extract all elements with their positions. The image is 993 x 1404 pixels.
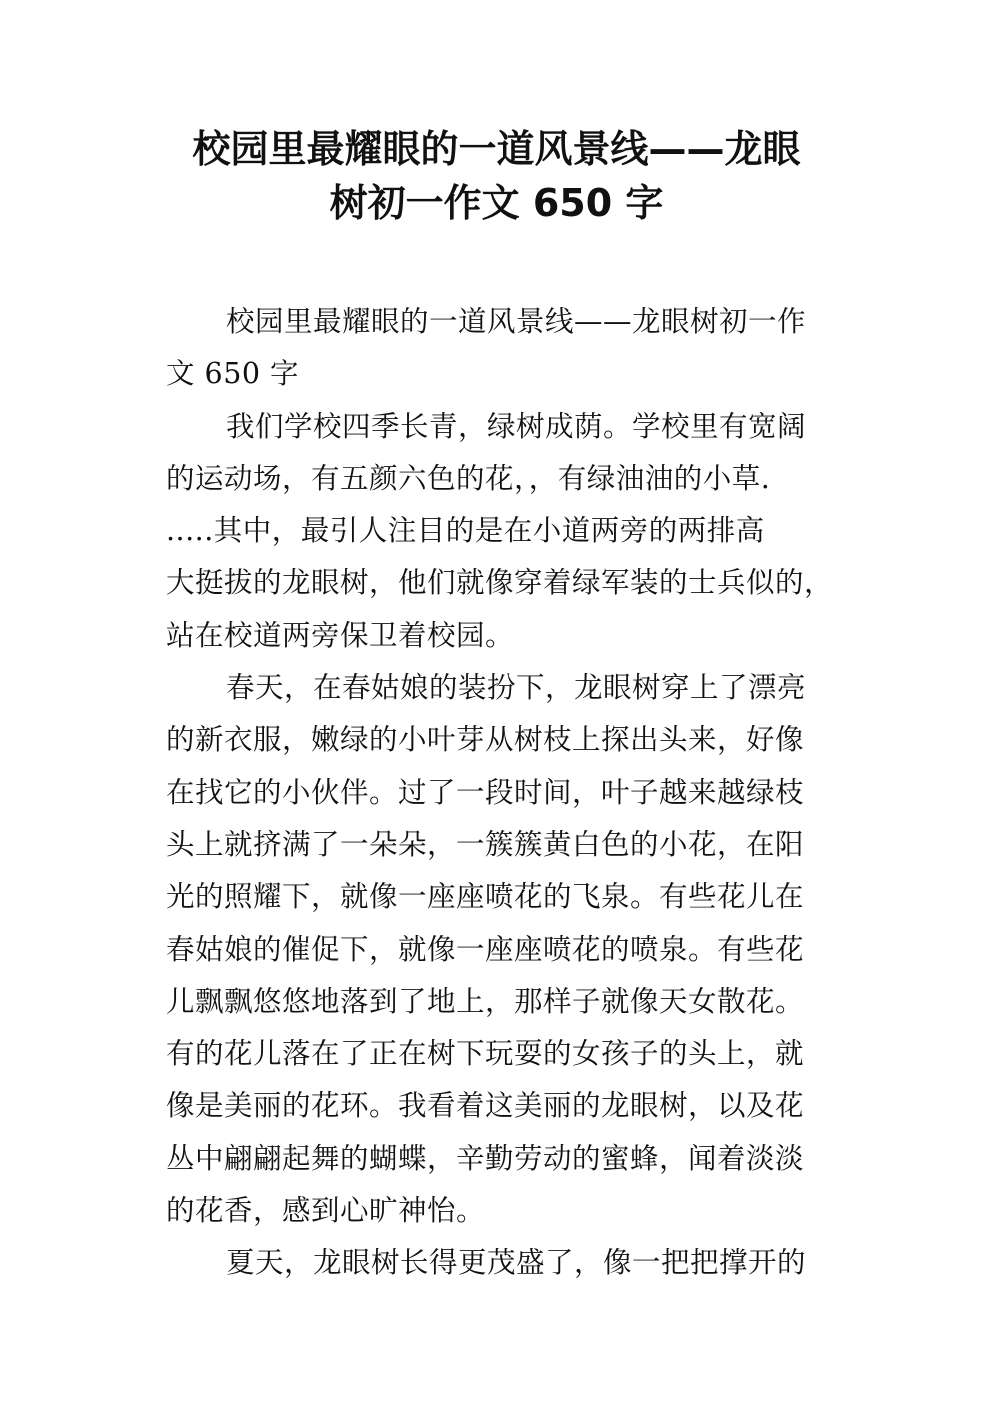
body-line: 春天，在春姑娘的装扮下，龙眼树穿上了漂亮 [226,671,807,705]
body-line: 的运动场，有五颜六色的花，，有绿油油的小草. [166,461,771,495]
document-title [150,122,843,230]
title-line-1: 校园里最耀眼的一道风景线——龙眼 [192,127,801,171]
body-line: 像是美丽的花环。我看着这美丽的龙眼树，以及花 [166,1089,805,1123]
document-body [166,296,846,1290]
body-line: 夏天，龙眼树长得更茂盛了，像一把把撑开的 [226,1246,807,1280]
body-line: 丛中翩翩起舞的蝴蝶，辛勤劳动的蜜蜂，闻着淡淡 [166,1141,805,1175]
body-line: .....其中，最引人注目的是在小道两旁的两排高 [166,514,765,548]
body-line: 有的花儿落在了正在树下玩耍的女孩子的头上，就 [166,1037,805,1071]
body-line: 文 650 字 [166,357,300,391]
title-line-2: 树初一作文 650 字 [329,181,664,225]
body-line: 光的照耀下，就像一座座喷花的飞泉。有些花儿在 [166,880,805,914]
body-line: 的新衣服，嫩绿的小叶芽从树枝上探出头来，好像 [166,723,805,757]
body-line: 春姑娘的催促下，就像一座座喷花的喷泉。有些花 [166,932,805,966]
body-line: 大挺拔的龙眼树，他们就像穿着绿军装的士兵似的， [166,566,834,600]
body-line: 儿飘飘悠悠地落到了地上，那样子就像天女散花。 [166,984,805,1018]
body-line: 在找它的小伙伴。过了一段时间，叶子越来越绿枝 [166,775,805,809]
body-line: 的花香，感到心旷神怡。 [166,1194,486,1228]
body-line: 我们学校四季长青，绿树成荫。学校里有宽阔 [226,409,807,443]
body-line: 校园里最耀眼的一道风景线——龙眼树初一作 [226,305,807,338]
body-line: 站在校道两旁保卫着校园。 [166,618,515,652]
body-line: 头上就挤满了一朵朵，一簇簇黄白色的小花，在阳 [166,827,805,861]
